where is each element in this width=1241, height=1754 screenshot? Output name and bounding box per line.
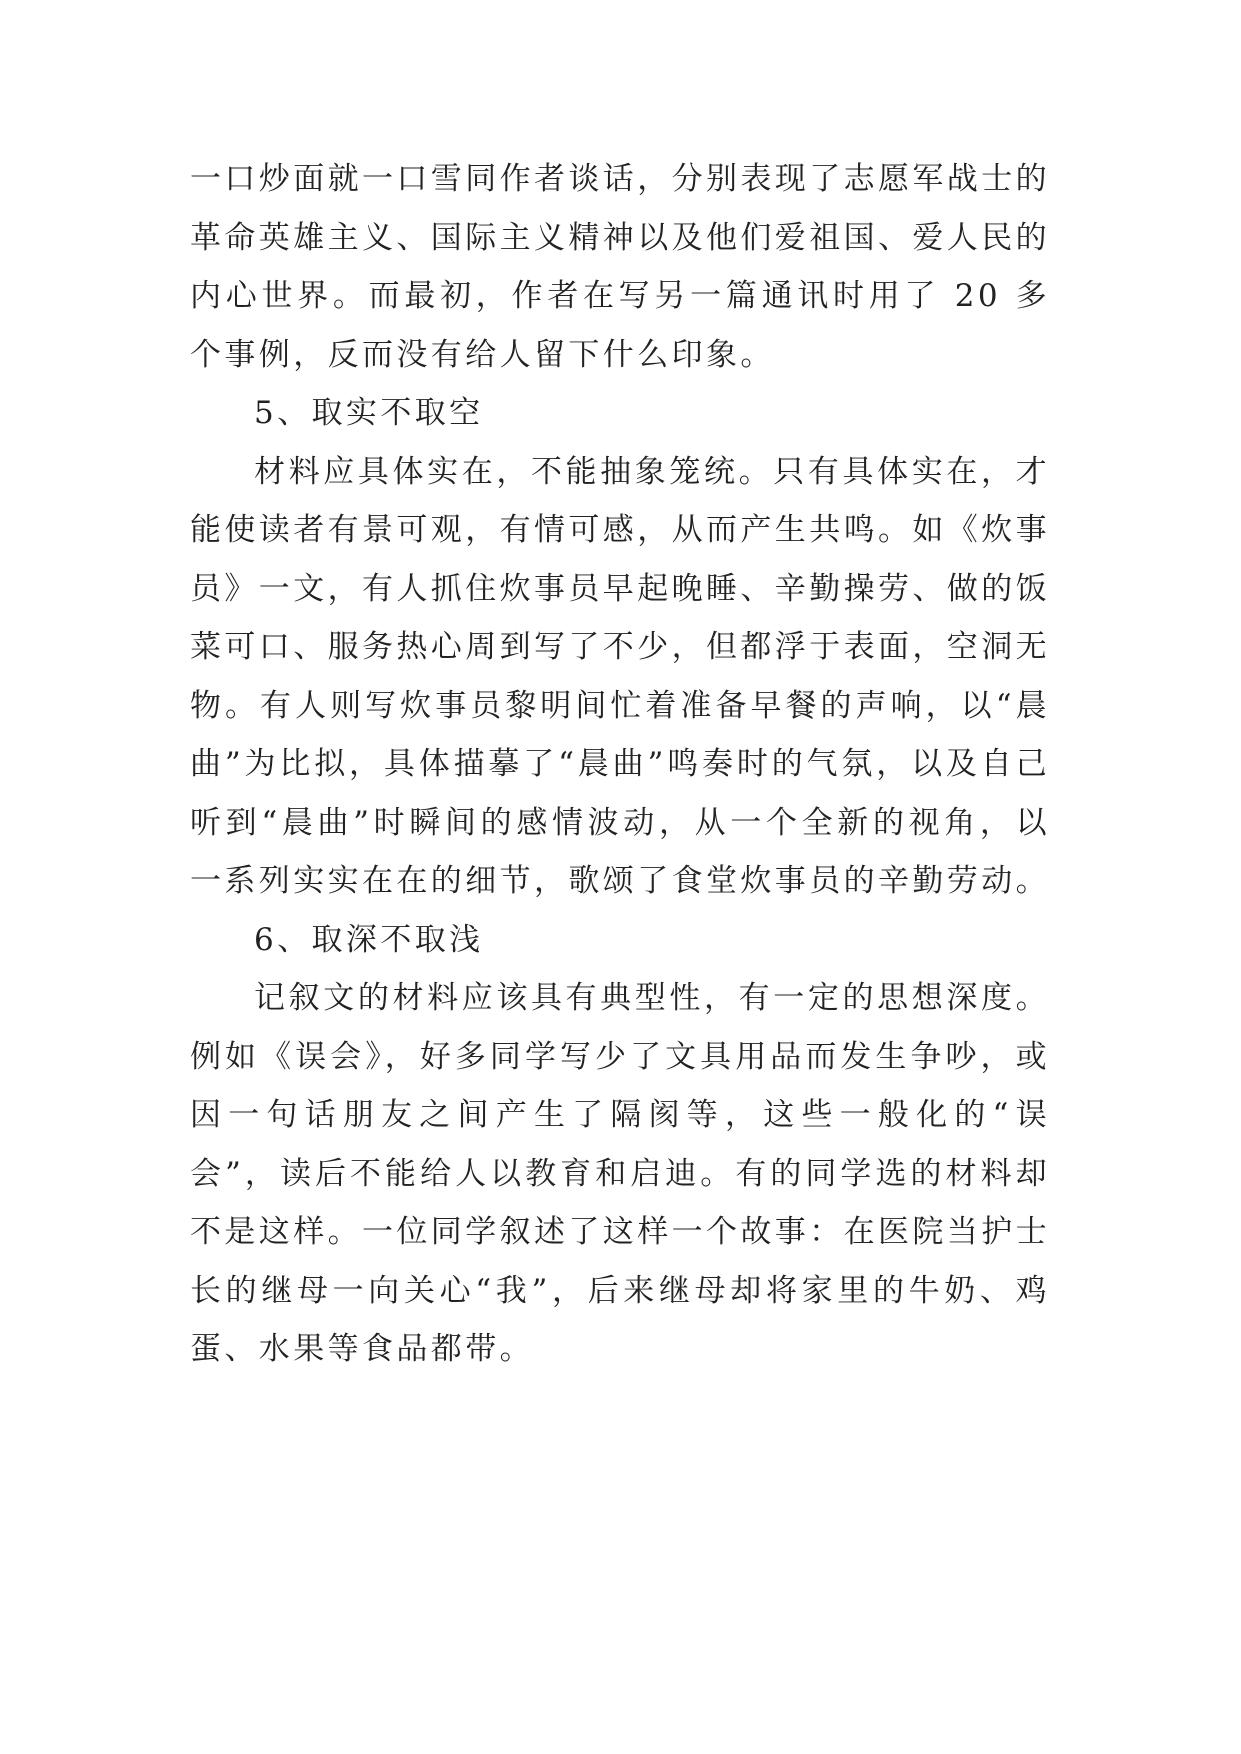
document-page bbox=[190, 150, 1050, 1379]
section-heading-5: 5、取实不取空 bbox=[254, 395, 484, 431]
section-heading-6: 6、取深不取浅 bbox=[254, 921, 484, 958]
paragraph-concrete-material: 材料应具体实在，不能抽象笼统。只有具体实在，才能使读者有景可观，有情可感，从而产生共鸣。如《炊事员》一文，有人抓住炊事员早起晚睡、辛勤操劳、做的饭菜可口、服务热心周到写了不少，但都浮于表面，空洞无物。有人则写炊事员黎明间忙着准备早餐的声响，以“晨曲”为比拟，具体描摹了“晨曲”鸣奏时的气氛，以及自己听到“晨曲”时瞬间的感情波动，从一个全新的视角，以一系列实实在在的细节，歌颂了食堂炊事员的辛勤劳动。 bbox=[190, 453, 1050, 899]
paragraph-deep-material: 记叙文的材料应该具有典型性，有一定的思想深度。例如《误会》，好多同学写少了文具用品而发生争吵，或因一句话朋友之间产生了隔阂等，这些一般化的“误会”，读后不能给人以教育和启迪。有的同学选的材料却不是这样。一位同学叙述了这样一个故事：在医院当护士长的继母一向关心“我”，后来继母却将家里的牛奶、鸡蛋、水果等食品都带。 bbox=[190, 980, 1050, 1367]
paragraph-continuation: 一口炒面就一口雪同作者谈话，分别表现了志愿军战士的革命英雄主义、国际主义精神以及他们爱祖国、爱人民的内心世界。而最初，作者在写另一篇通讯时用了 20 多个事例，反而没有给人留下什么印象。 bbox=[190, 161, 1050, 373]
